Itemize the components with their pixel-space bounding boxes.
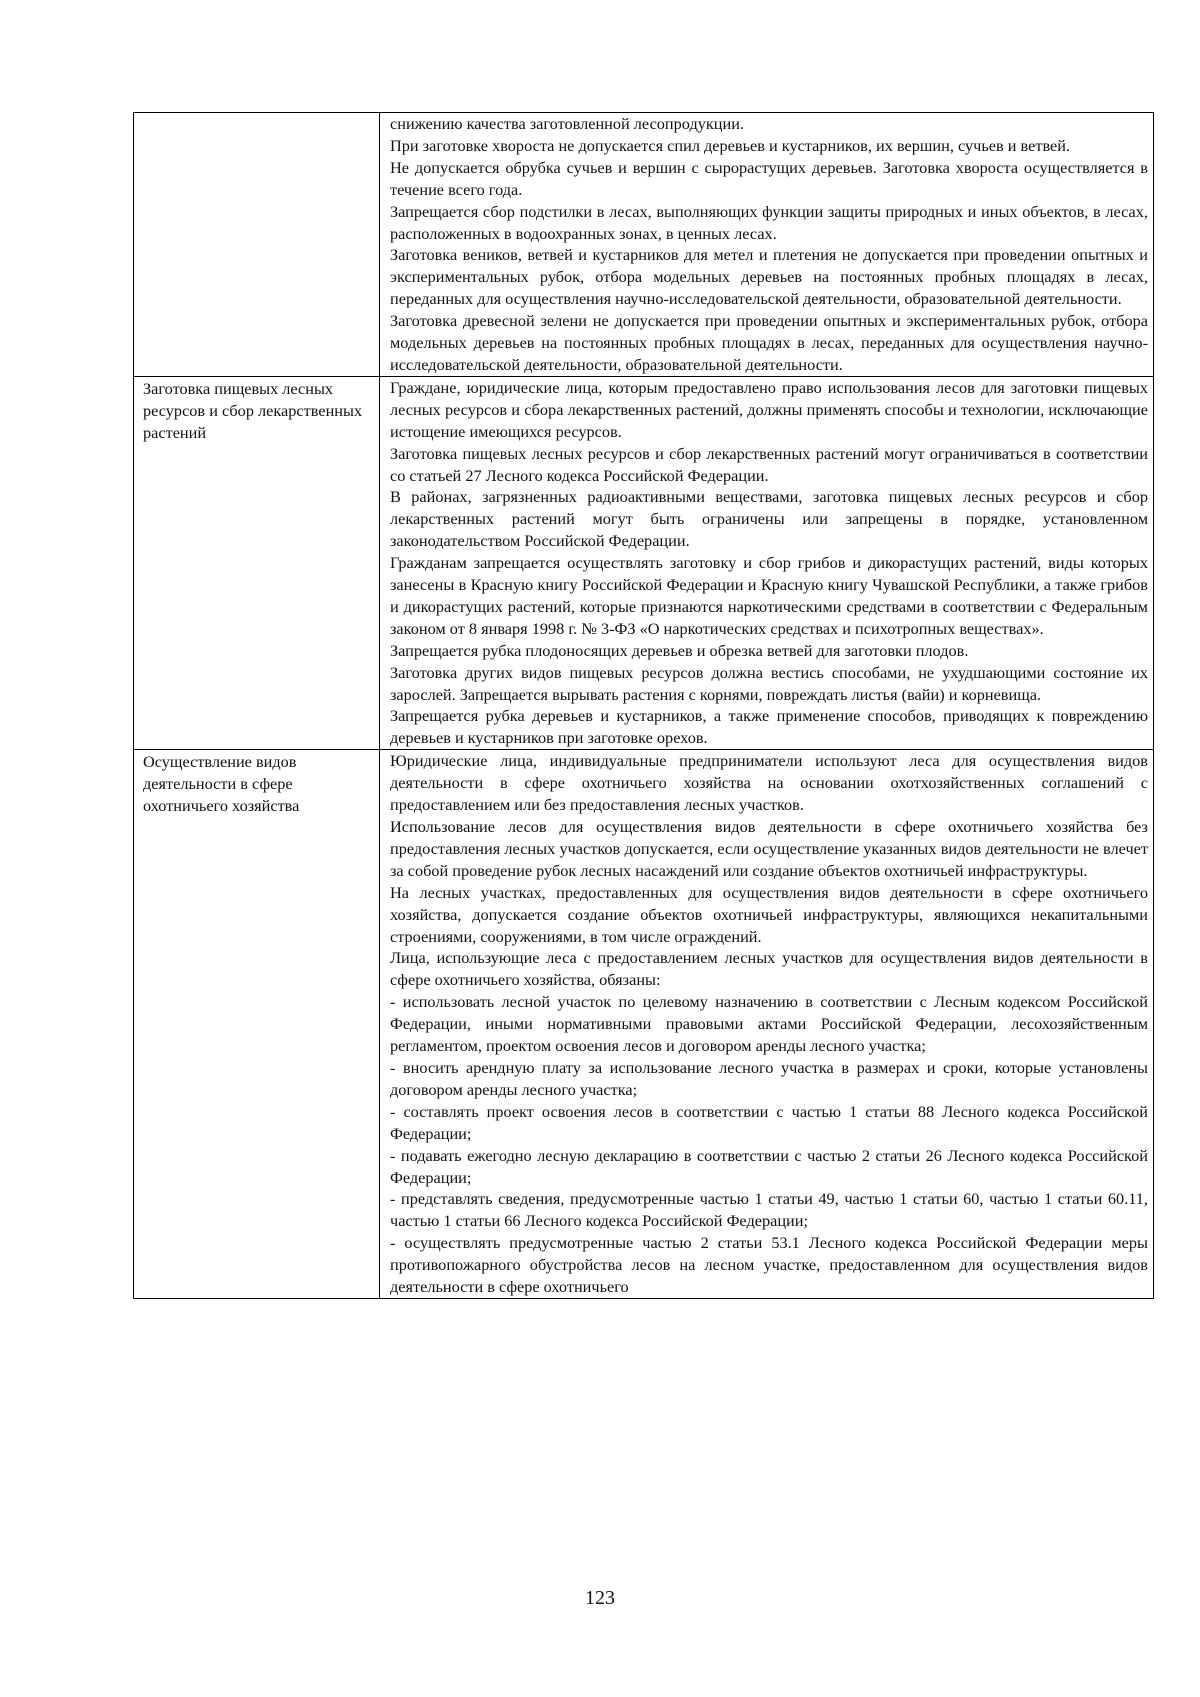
requirements-cell bbox=[380, 376, 1154, 749]
paragraph: Гражданам запрещается осуществлять заготовку и сбор грибов и дикорастущих растений, виды которых занесены в Красную книгу Российской Федерации и Красную книгу Чувашской Республики, а также грибов и дикорастущих растений, которые признаются наркотическими средствами в соответствии с Федеральным законом от 8 января 1998 г. № 3-ФЗ «О наркотических средствах и психотропных веществах». bbox=[390, 553, 1148, 638]
activity-cell: Осуществление видов деятельности в сфере охотничьего хозяйства bbox=[134, 750, 380, 1299]
paragraph: Юридические лица, индивидуальные предприниматели используют леса для осуществления видов деятельности в сфере охотничьего хозяйства на основании охотхозяйственных соглашений с предоставлением или без предоставления лесных участков. bbox=[390, 751, 1148, 815]
paragraph: Заготовка других видов пищевых ресурсов должна вестись способами, не ухудшающими состояние их зарослей. Запрещается вырывать растения с корнями, повреждать листья (вайи) и корневища. bbox=[390, 662, 1148, 704]
activity-cell: Заготовка пищевых лесных ресурсов и сбор лекарственных растений bbox=[134, 376, 380, 749]
table-row bbox=[134, 750, 1154, 1299]
paragraph: Запрещается сбор подстилки в лесах, выполняющих функции защиты природных и иных объектов, в лесах, расположенных в водоохранных зонах, в ценных лесах. bbox=[390, 201, 1148, 243]
paragraph: - вносить арендную плату за использование лесного участка в размерах и сроки, которые установлены договором аренды лесного участка; bbox=[390, 1057, 1148, 1099]
paragraph: Заготовка пищевых лесных ресурсов и сбор лекарственных растений могут ограничиваться в соответствии со статьей 27 Лесного кодекса Российской Федерации. bbox=[390, 443, 1148, 485]
paragraph: Не допускается обрубка сучьев и вершин с сырорастущих деревьев. Заготовка хвороста осуществляется в течение всего года. bbox=[390, 157, 1148, 199]
page-number: 123 bbox=[585, 1587, 615, 1609]
paragraph: Заготовка древесной зелени не допускается при проведении опытных и экспериментальных рубок, отбора модельных деревьев на постоянных пробных площадях в лесах, переданных для осуществления научно-исследовательской деятельности, образовательной деятельности. bbox=[390, 311, 1148, 374]
paragraph: При заготовке хвороста не допускается спил деревьев и кустарников, их вершин, сучьев и ветвей. bbox=[390, 135, 1071, 155]
paragraph: Заготовка веников, ветвей и кустарников для метел и плетения не допускается при проведении опытных и экспериментальных рубок, отбора модельных деревьев на постоянных пробных площадях в лесах, переданных для осуществления научно-исследовательской деятельности, образовательной деятельности. bbox=[390, 245, 1148, 309]
requirements-cell bbox=[380, 113, 1154, 377]
paragraph: Граждане, юридические лица, которым предоставлено право использования лесов для заготовки пищевых лесных ресурсов и сбора лекарственных растений, должны применять способы и технологии, исключающие истощение имеющихся ресурсов. bbox=[390, 377, 1148, 441]
paragraph: Запрещается рубка плодоносящих деревьев и обрезка ветвей для заготовки плодов. bbox=[390, 640, 969, 660]
regulation-table bbox=[133, 112, 1154, 1299]
paragraph: Запрещается рубка деревьев и кустарников, а также применение способов, приводящих к повреждению деревьев и кустарников при заготовке орехов. bbox=[390, 706, 1148, 748]
paragraph: Лица, использующие леса с предоставлением лесных участков для осуществления видов деятельности в сфере охотничьего хозяйства, обязаны: bbox=[390, 948, 1148, 990]
paragraph: В районах, загрязненных радиоактивными веществами, заготовка пищевых лесных ресурсов и сбор лекарственных растений могут быть ограничены или запрещены в порядке, установленном законодательством Российской Федерации. bbox=[390, 487, 1148, 551]
paragraph: На лесных участках, предоставленных для осуществления видов деятельности в сфере охотничьего хозяйства, допускается создание объектов охотничьей инфраструктуры, являющихся некапитальными строениями, сооружениями, в том числе ограждений. bbox=[390, 882, 1148, 946]
paragraph: снижению качества заготовленной лесопродукции. bbox=[390, 114, 745, 133]
table-row bbox=[134, 376, 1154, 749]
paragraph: - использовать лесной участок по целевому назначению в соответствии с Лесным кодексом Российской Федерации, иными нормативными правовыми актами Российской Федерации, лесохозяйственным регламентом, проектом освоения лесов и договором аренды лесного участка; bbox=[390, 992, 1148, 1056]
paragraph: - осуществлять предусмотренные частью 2 статьи 53.1 Лесного кодекса Российской Федерации меры противопожарного обустройства лесов на лесном участке, предоставленном для осуществления видов деятельности в сфере охотничьего bbox=[390, 1233, 1148, 1297]
paragraph: - составлять проект освоения лесов в соответствии с частью 1 статьи 88 Лесного кодекса Российской Федерации; bbox=[390, 1101, 1148, 1143]
paragraph: - подавать ежегодно лесную декларацию в соответствии с частью 2 статьи 26 Лесного кодекса Российской Федерации; bbox=[390, 1145, 1148, 1187]
requirements-cell bbox=[380, 750, 1154, 1299]
paragraph: - представлять сведения, предусмотренные частью 1 статьи 49, частью 1 статьи 60, частью 1 статьи 60.11, частью 1 статьи 66 Лесного кодекса Российской Федерации; bbox=[390, 1189, 1148, 1231]
activity-cell bbox=[134, 113, 380, 377]
table-row bbox=[134, 113, 1154, 377]
paragraph: Использование лесов для осуществления видов деятельности в сфере охотничьего хозяйства без предоставления лесных участков допускается, если осуществление указанных видов деятельности не влечет за собой проведение рубок лесных насаждений или создание объектов охотничьей инфраструктуры. bbox=[390, 817, 1148, 880]
